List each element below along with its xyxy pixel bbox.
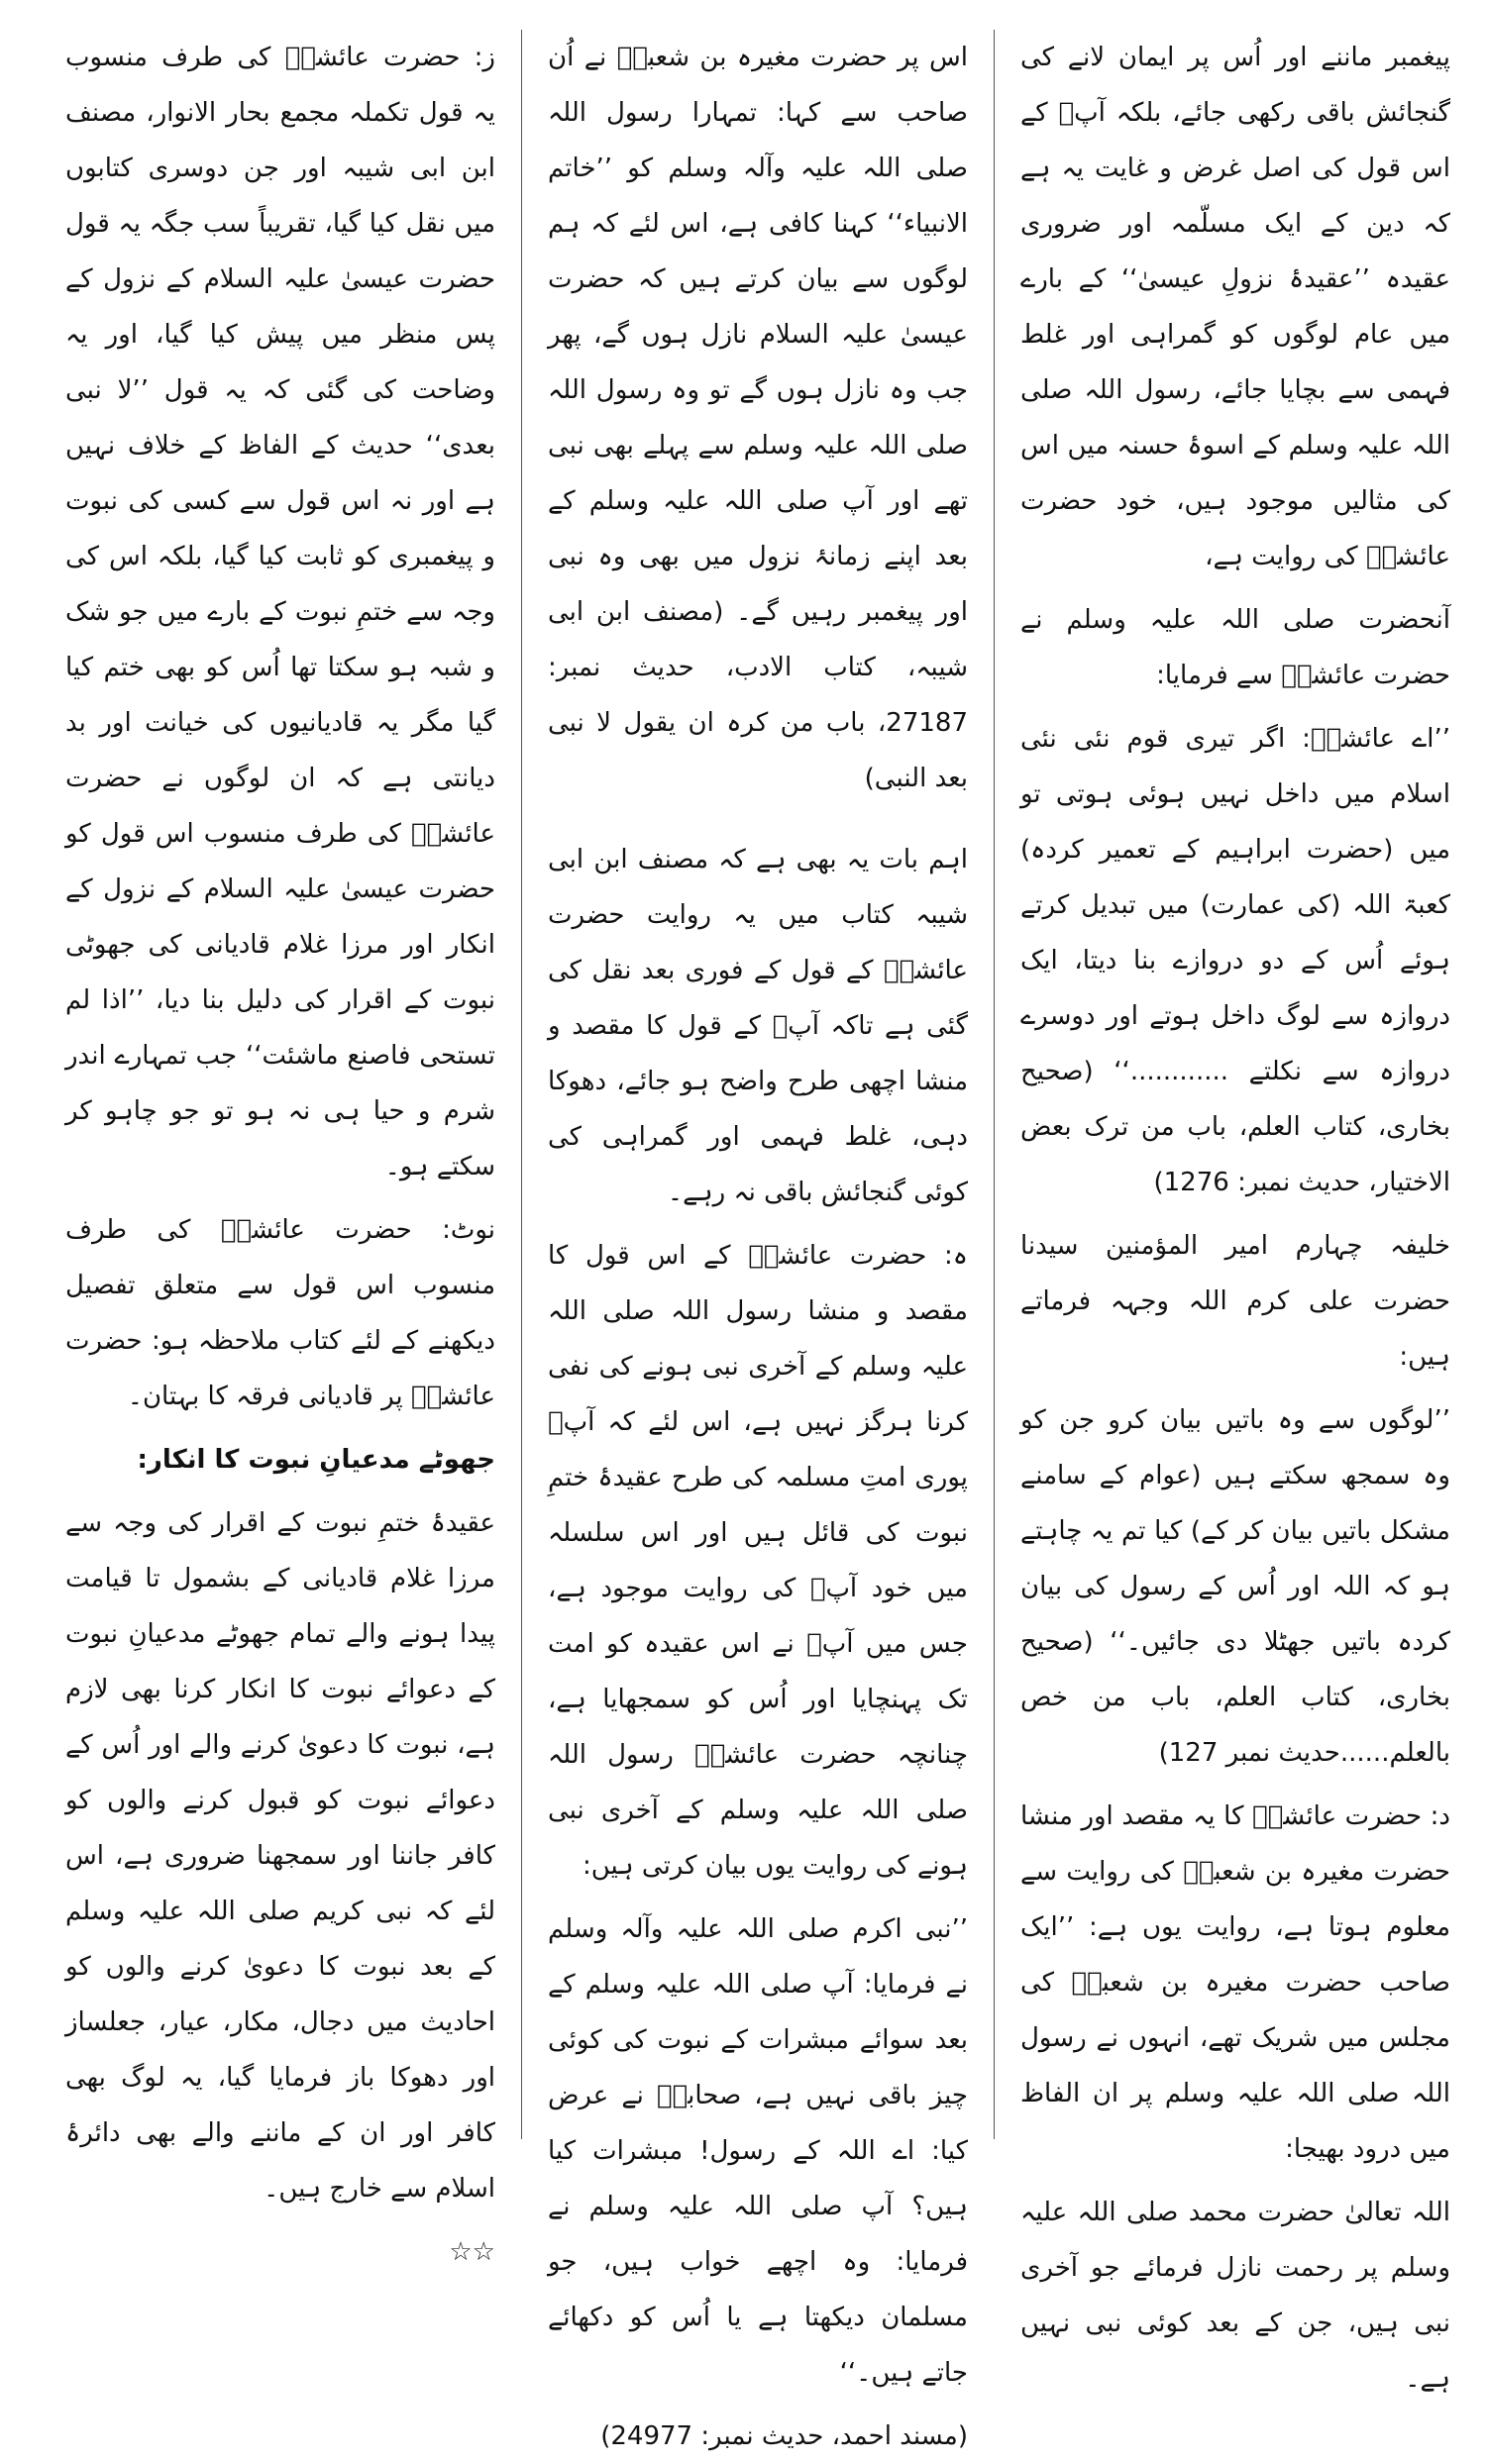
paragraph: اللہ تعالیٰ حضرت محمد صلی اللہ علیہ وسلم پر رحمت نازل فرمائے جو آخری نبی ہیں، جن کے بعد کوئی نبی نہیں ہے۔ <box>1020 2198 1450 2394</box>
column-middle <box>521 30 995 2451</box>
paragraph: پیغمبر ماننے اور اُس پر ایمان لانے کی گنجائش باقی رکھی جائے، بلکہ آپؓ کے اس قول کی اصل غرض و غایت یہ ہے کہ دین کے ایک مسلّمہ اور ضروری عقیدہ ’’عقیدۂ نزولِ عیسیٰ‘‘ کے بارے میں عام لوگوں کو گمراہی اور غلط فہمی سے بچایا جائے، رسول اللہ صلی اللہ علیہ وسلم کے اسوۂ حسنہ میں اس کی مثالیں موجود ہیں، خود حضرت عائشہؓ کی روایت ہے، <box>1020 43 1450 571</box>
paragraph: آنحضرت صلی اللہ علیہ وسلم نے حضرت عائشہؓ سے فرمایا: <box>1020 605 1450 690</box>
paragraph: خلیفہ چہارم امیر المؤمنین سیدنا حضرت علی کرم اللہ وجہہ فرماتے ہیں: <box>1020 1231 1450 1372</box>
paragraph: ز: حضرت عائشہؓ کی طرف منسوب یہ قول تکملہ مجمع بحار الانوار، مصنف ابن ابی شیبہ اور جن دوسری کتابوں میں نقل کیا گیا، تقریباً سب جگہ یہ قول حضرت عیسیٰ علیہ السلام کے نزول کے پس منظر میں پیش کیا گیا، اور یہ وضاحت کی گئی کہ یہ قول ’’لا نبی بعدی‘‘ حدیث کے الفاظ کے خلاف نہیں ہے اور نہ اس قول سے کسی کی نبوت و پیغمبری کو ثابت کیا گیا، بلکہ اس کی وجہ سے ختمِ نبوت کے بارے میں جو شک و شبہ ہو سکتا تھا اُس کو بھی ختم کیا گیا مگر یہ قادیانیوں کی خیانت اور بد دیانتی ہے کہ ان لوگوں نے حضرت عائشہؓ کی طرف منسوب اس قول کو حضرت عیسیٰ علیہ السلام کے نزول کے انکار اور مرزا غلام قادیانی کی جھوٹی نبوت کے اقرار کی دلیل بنا دیا، ’’اذا لم تستحی فاصنع ماشئت‘‘ جب تمہارے اندر شرم و حیا ہی نہ ہو تو جو چاہو کر سکتے ہو۔ <box>65 43 495 1181</box>
section-heading: جھوٹے مدعیانِ نبوت کا انکار: <box>137 1445 495 1475</box>
hadith-quote: ’’نبی اکرم صلی اللہ علیہ وآلہ وسلم نے فرمایا: آپ صلی اللہ علیہ وسلم کے بعد سوائے مبشرات کے نبوت کی کوئی چیز باقی نہیں ہے، صحابہؓ نے عرض کیا: اے اللہ کے رسول! مبشرات کیا ہیں؟ آپ صلی اللہ علیہ وسلم نے فرمایا: وہ اچھے خواب ہیں، جو مسلمان دیکھتا ہے یا اُس کو دکھائے جاتے ہیں۔‘‘ <box>548 1914 968 2388</box>
reference-citation: (مسند احمد، حدیث نمبر: 24977) <box>600 2421 968 2451</box>
column-left <box>57 30 521 2267</box>
note-paragraph: نوٹ: حضرت عائشہؓ کی طرف منسوب اس قول سے متعلق تفصیل دیکھنے کے لئے کتاب ملاحظہ ہو: حضرت عائشہؓ پر قادیانی فرقہ کا بہتان۔ <box>65 1215 495 1411</box>
column-right <box>995 30 1458 2394</box>
end-stars: ☆☆ <box>449 2237 495 2267</box>
paragraph: عقیدۂ ختمِ نبوت کے اقرار کی وجہ سے مرزا غلام قادیانی کے بشمول تا قیامت پیدا ہونے والے تمام جھوٹے مدعیانِ نبوت کے دعوائے نبوت کا انکار کرنا بھی لازم ہے، نبوت کا دعویٰ کرنے والے اور اُس کے دعوائے نبوت کو قبول کرنے والوں کو کافر جاننا اور سمجھنا ضروری ہے، اس لئے کہ نبی کریم صلی اللہ علیہ وسلم کے بعد نبوت کا دعویٰ کرنے والوں کو احادیث میں دجال، مکار، عیار، جعلساز اور دھوکا باز فرمایا گیا، یہ لوگ بھی کافر اور ان کے ماننے والے بھی دائرۂ اسلام سے خارج ہیں۔ <box>65 1508 495 2204</box>
hadith-quote: ’’اے عائشہؓ: اگر تیری قوم نئی نئی اسلام میں داخل نہیں ہوئی ہوتی تو میں (حضرت ابراہیم کے تعمیر کردہ) کعبۃ اللہ (کی عمارت) میں تبدیل کرتے ہوئے اُس کے دو دروازے بنا دیتا، ایک دروازہ سے لوگ داخل ہوتے اور دوسرے دروازہ سے نکلتے ............‘‘ (صحیح بخاری، کتاب العلم، باب من ترک بعض الاختیار، حدیث نمبر: 1276) <box>1020 724 1450 1197</box>
paragraph: ہ: حضرت عائشہؓ کے اس قول کا مقصد و منشا رسول اللہ صلی اللہ علیہ وسلم کے آخری نبی ہونے کی نفی کرنا ہرگز نہیں ہے، اس لئے کہ آپؓ پوری امتِ مسلمہ کی طرح عقیدۂ ختمِ نبوت کی قائل ہیں اور اس سلسلہ میں خود آپؓ کی روایت موجود ہے، جس میں آپؓ نے اس عقیدہ کو امت تک پہنچایا اور اُس کو سمجھایا ہے، چنانچہ حضرت عائشہؓ رسول اللہ صلی اللہ علیہ وسلم کے آخری نبی ہونے کی روایت یوں بیان کرتی ہیں: <box>548 1241 968 1881</box>
paragraph: د: حضرت عائشہؓ کا یہ مقصد اور منشا حضرت مغیرہ بن شعبہؓ کی روایت سے معلوم ہوتا ہے، روایت یوں ہے: ’’ایک صاحب حضرت مغیرہ بن شعبہؓ کی مجلس میں شریک تھے، انہوں نے رسول اللہ صلی اللہ علیہ وسلم پر ان الفاظ میں درود بھیجا: <box>1020 1801 1450 2164</box>
paragraph: اس پر حضرت مغیرہ بن شعبہؓ نے اُن صاحب سے کہا: تمہارا رسول اللہ صلی اللہ علیہ وآلہ وسلم کو ’’خاتم الانبیاء‘‘ کہنا کافی ہے، اس لئے کہ ہم لوگوں سے بیان کرتے ہیں کہ حضرت عیسیٰ علیہ السلام نازل ہوں گے، پھر جب وہ نازل ہوں گے تو وہ رسول اللہ صلی اللہ علیہ وسلم سے پہلے بھی نبی تھے اور آپ صلی اللہ علیہ وسلم کے بعد اپنے زمانۂ نزول میں بھی وہ نبی اور پیغمبر رہیں گے۔ (مصنف ابن ابی شیبہ، کتاب الادب، حدیث نمبر: 27187، باب من کرہ ان یقول لا نبی بعد النبی) <box>548 43 968 793</box>
paragraph: اہم بات یہ بھی ہے کہ مصنف ابن ابی شیبہ کتاب میں یہ روایت حضرت عائشہؓ کے قول کے فوری بعد نقل کی گئی ہے تاکہ آپؓ کے قول کا مقصد و منشا اچھی طرح واضح ہو جائے، دھوکا دہی، غلط فہمی اور گمراہی کی کوئی گنجائش باقی نہ رہے۔ <box>548 845 968 1207</box>
hadith-quote: ’’لوگوں سے وہ باتیں بیان کرو جن کو وہ سمجھ سکتے ہیں (عوام کے سامنے مشکل باتیں بیان کر کے) کیا تم یہ چاہتے ہو کہ اللہ اور اُس کے رسول کی بیان کردہ باتیں جھٹلا دی جائیں۔‘‘ (صحیح بخاری، کتاب العلم، باب من خص بالعلم......حدیث نمبر 127) <box>1020 1405 1450 1768</box>
